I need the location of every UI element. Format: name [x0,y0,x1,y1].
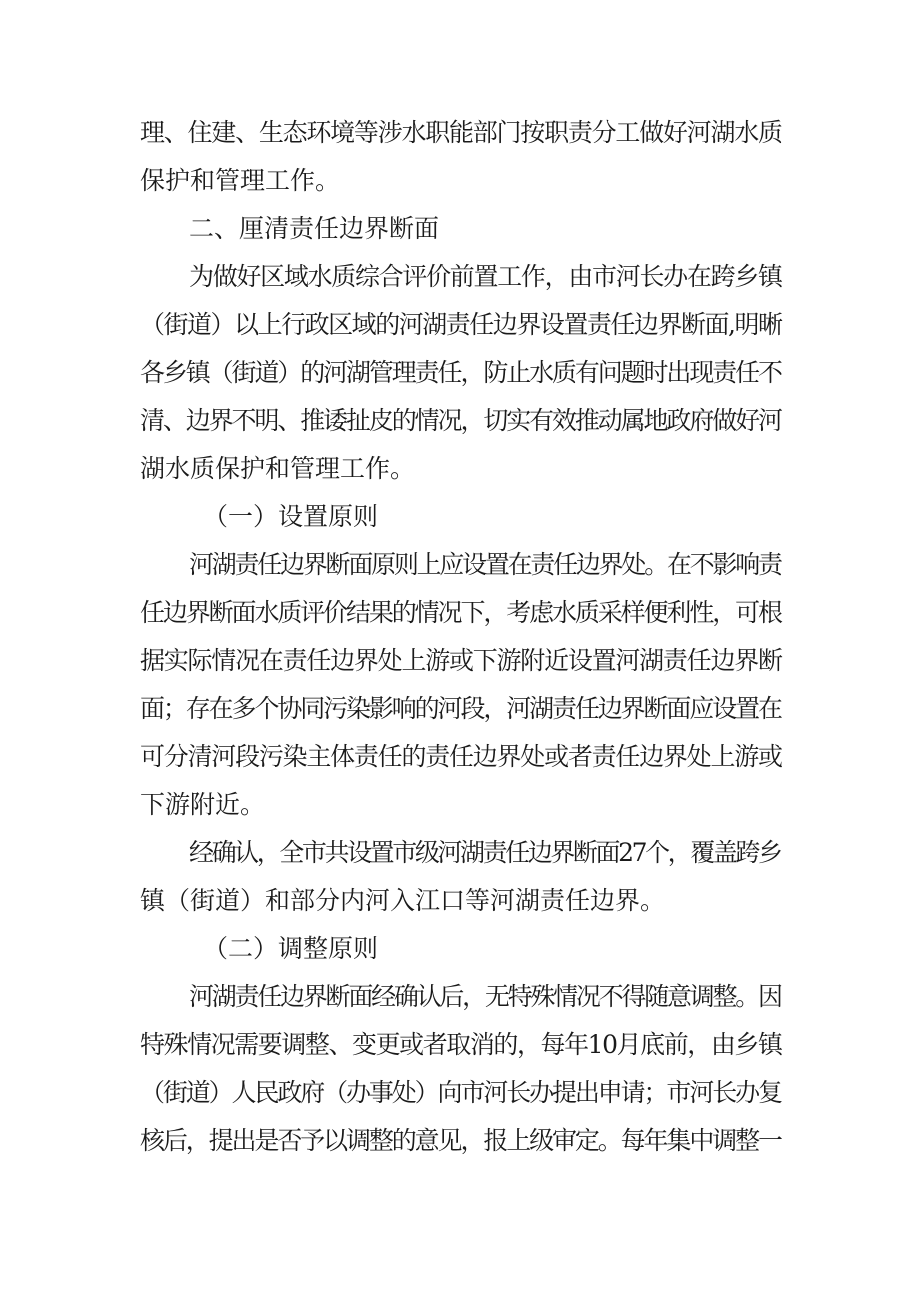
text-line-content: 湖水质保护和管理工作。 [140,454,416,483]
text-line [0,734,920,780]
text-line [0,590,920,636]
subsection-heading-text: （一）设置原则 [203,502,379,531]
subsection-heading [0,926,920,972]
subsection-heading [0,494,920,540]
text-line [0,686,920,732]
text-line-content: 各乡镇（街道）的河湖管理责任，防止水质有问题时出现责任不 [140,358,781,387]
text-line-content: 保护和管理工作。 [140,166,341,195]
text-line-content: 据实际情况在责任边界处上游或下游附近设置河湖责任边界断 [140,646,782,675]
subsection-heading-text: （二）调整原则 [203,934,379,963]
text-line [0,446,920,492]
text-line [0,974,920,1020]
text-line [0,1118,920,1164]
text-line [0,830,920,876]
text-line-content: 理、住建、生态环境等涉水职能部门按职责分工做好河湖水质 [140,118,782,147]
text-line [0,302,920,348]
section-heading-text: 二、厘清责任边界断面 [189,214,440,243]
text-line-content: 面；存在多个协同污染影响的河段，河湖责任边界断面应设置在 [140,694,781,723]
text-line-content: 镇（街道）和部分内河入江口等河湖责任边界。 [140,886,666,915]
text-line [0,254,920,300]
text-line [0,158,920,204]
text-line [0,878,920,924]
text-line [0,1070,920,1116]
text-line [0,542,920,588]
text-line-content: （街道）以上行政区域的河湖责任边界设置责任边界断面,明晰 [140,310,782,339]
text-line-content: 经确认，全市共设置市级河湖责任边界断面27个，覆盖跨乡 [189,838,781,867]
text-line-content: 任边界断面水质评价结果的情况下，考虑水质采样便利性，可根 [140,598,781,627]
text-line [0,110,920,156]
section-heading [0,206,920,252]
text-line-content: （街道）人民政府（办事处）向市河长办提出申请；市河长办复 [140,1078,781,1107]
text-line-content: 清、边界不明、推诿扯皮的情况，切实有效推动属地政府做好河 [140,406,781,435]
text-line [0,782,920,828]
text-line-content: 河湖责任边界断面原则上应设置在责任边界处。在不影响责 [189,550,781,579]
text-line-content: 河湖责任边界断面经确认后，无特殊情况不得随意调整。因 [189,982,781,1011]
text-line-content: 可分清河段污染主体责任的责任边界处或者责任边界处上游或 [140,742,782,771]
text-line-content: 下游附近。 [140,790,266,819]
text-line [0,638,920,684]
text-line [0,398,920,444]
text-line-content: 特殊情况需要调整、变更或者取消的，每年10月底前，由乡镇 [140,1030,782,1059]
text-line [0,350,920,396]
text-line-content: 核后，提出是否予以调整的意见，报上级审定。每年集中调整一 [140,1126,781,1155]
text-line-content: 为做好区域水质综合评价前置工作，由市河长办在跨乡镇 [189,262,782,291]
text-line [0,1022,920,1068]
